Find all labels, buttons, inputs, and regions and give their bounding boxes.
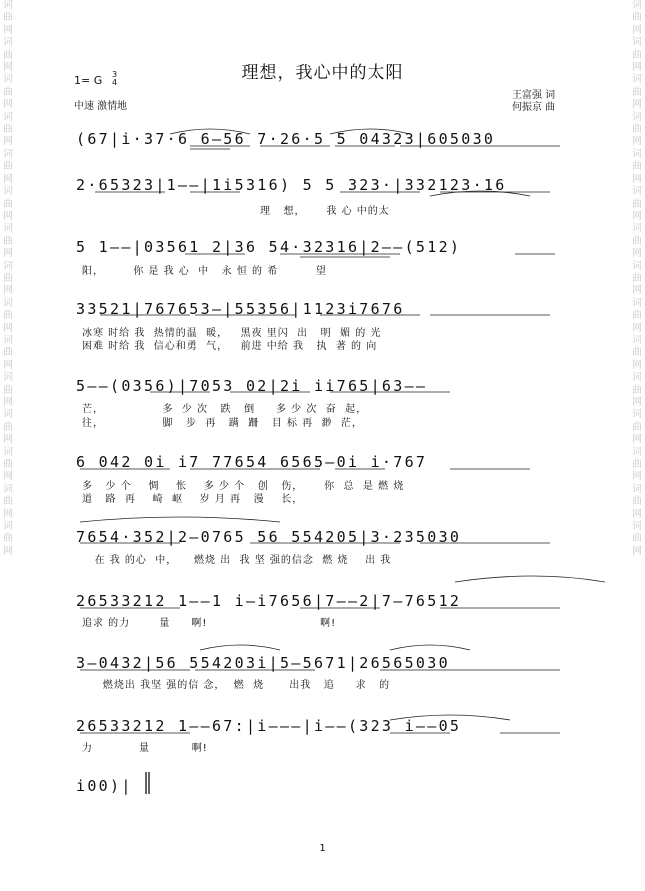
tempo-marking: 中速 激情地	[74, 101, 128, 112]
watermark-left: 词曲网词曲网词曲网词曲网词曲网词曲网词曲网词曲网词曲网词曲网词曲网词曲网词曲网词曲网词曲网	[3, 0, 13, 557]
notation: i00)|	[76, 777, 133, 795]
lyric-line: 往， 脚 步 再 蹒 跚 目 标 再 渺 茫，	[82, 418, 363, 429]
lyric-line: 理 想， 我 心 中的太	[260, 206, 390, 217]
notation: 33521|767653—|55356|1123i7676	[76, 300, 405, 318]
time-signature-bottom: 4	[112, 78, 118, 87]
notation: 26533212 1——1 i—i7656|7——2|7—76512	[76, 592, 462, 610]
lyric-line: 冰寒 时给 我 热情的温 暖， 黑夜 里闪 出 明 媚 的 光	[82, 328, 382, 339]
notation: 2·65323|1——|1i5316) 5 5 323·|332123·16	[76, 176, 507, 194]
song-title: 理想，我心中的太阳	[241, 63, 404, 83]
notation: 26533212 1——67:|i———|i——(323 i——05	[76, 717, 462, 735]
time-signature	[112, 71, 117, 87]
notation: 6 042 0i i7 77654 6565—0i i·767	[76, 453, 428, 471]
notation: 7654·352|2—0765 56 554205|3·235030	[76, 528, 462, 546]
lyric-line: 追求 的力 量 啊! 啊!	[82, 618, 337, 629]
lyric-line: 困难 时给 我 信心和勇 气， 前进 中给 我 执 著 的 向	[82, 341, 378, 352]
lyric-line: 芒， 多 少 次 跌 倒 多 少 次 奋 起，	[82, 404, 368, 415]
page-number: 1	[319, 843, 326, 854]
lyric-line: 阳， 你 是 我 心 中 永 恒 的 希 望	[82, 266, 327, 277]
notation: (67|i·37·6 6—56 7·26·5 5 04323|605030	[76, 130, 496, 148]
lyric-line: 燃烧出 我坚 强的信 念， 燃 烧 出我 追 求 的	[82, 680, 391, 691]
time-signature-top: 3	[112, 70, 118, 79]
watermark-right: 词曲网词曲网词曲网词曲网词曲网词曲网词曲网词曲网词曲网词曲网词曲网词曲网词曲网词曲网词曲网	[632, 0, 642, 557]
notation: 3—0432|56 554203i|5—5671|26565030	[76, 654, 450, 672]
notation: 5 1——|03561 2|36 54·32316|2——(512)	[76, 238, 462, 256]
composer-credit: 何振京 曲	[512, 102, 556, 113]
lyric-line: 在 我 的心 中， 燃烧 出 我 坚 强的信念 燃 烧 出 我	[82, 555, 392, 566]
lyric-line: 力 量 啊!	[82, 743, 208, 754]
key-signature: 1= G	[74, 74, 103, 87]
lyric-line: 道 路 再 崎 岖 岁 月 再 漫 长，	[82, 494, 304, 505]
lyricist-credit: 王富强 词	[512, 90, 556, 101]
lyric-line: 多 少 个 惆 怅 多 少 个 创 伤， 你 总 是 燃 烧	[82, 481, 405, 492]
notation: 5——(0356)|7053 02|2i ii765|63——	[76, 377, 428, 395]
